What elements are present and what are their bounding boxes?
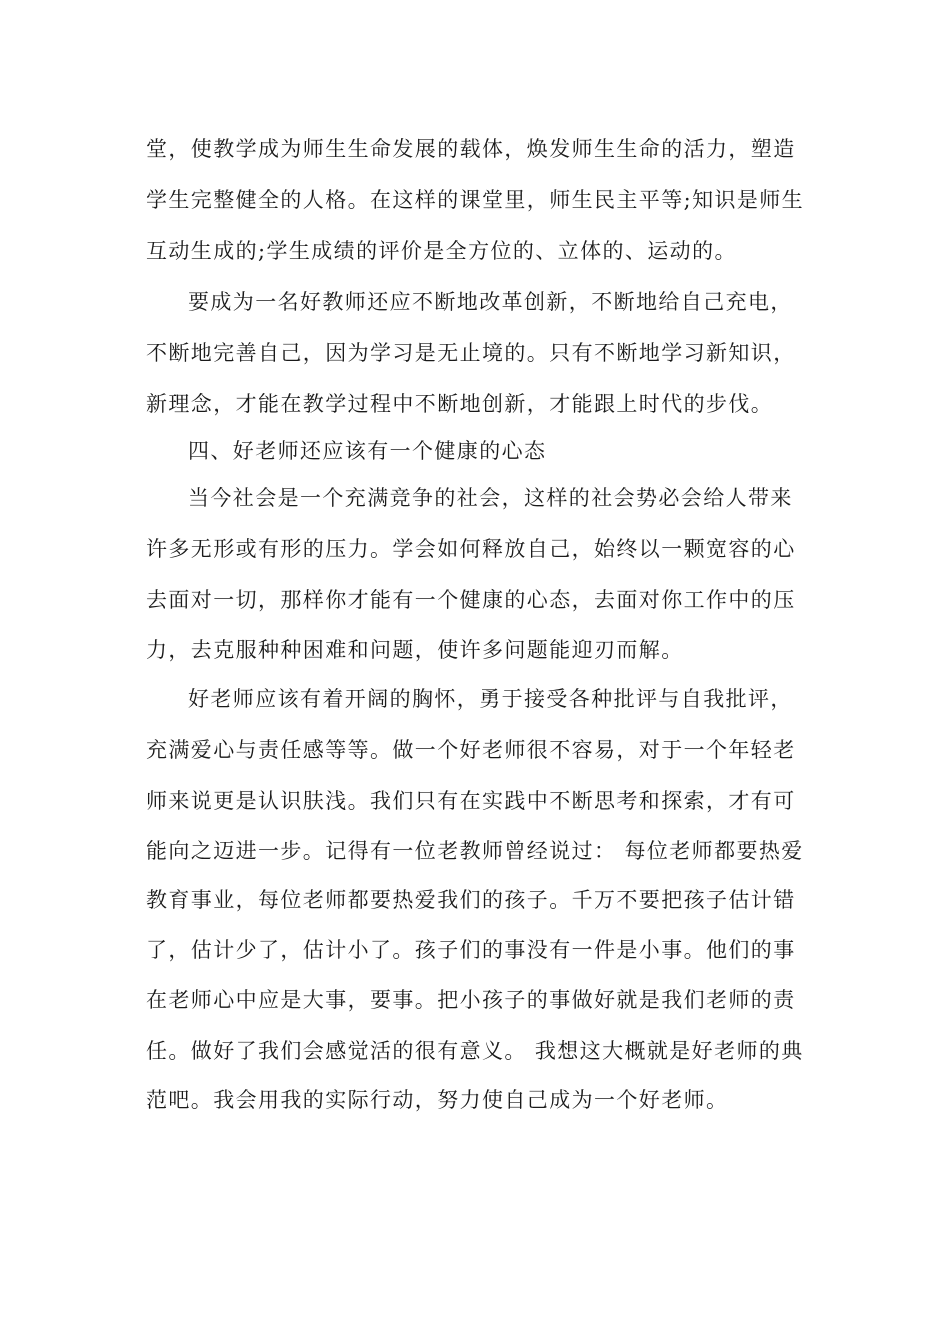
text-line: 范吧。我会用我的实际行动，努力使自己成为一个好老师。: [146, 1088, 729, 1112]
text-line: 师来说更是认识肤浅。我们只有在实践中不断思考和探索，才有可: [146, 789, 796, 813]
text-line: 互动生成的;学生成绩的评价是全方位的、立体的、运动的。: [146, 239, 737, 263]
text-line: 好老师应该有着开阔的胸怀，勇于接受各种批评与自我批评，: [188, 687, 793, 711]
text-line: 任。做好了我们会感觉活的很有意义。 我想这大概就是好老师的典: [146, 1039, 804, 1063]
text-line: 教育事业，每位老师都要热爱我们的孩子。千万不要把孩子估计错: [146, 888, 796, 912]
text-line: 要成为一名好教师还应不断地改革创新，不断地给自己充电，: [188, 290, 793, 314]
text-line: 学生完整健全的人格。在这样的课堂里，师生民主平等;知识是师生: [146, 188, 805, 212]
text-line: 许多无形或有形的压力。学会如何释放自己，始终以一颗宽容的心: [146, 537, 796, 561]
text-line: 去面对一切，那样你才能有一个健康的心态，去面对你工作中的压: [146, 588, 796, 612]
text-line: 力，去克服种种困难和问题，使许多问题能迎刃而解。: [146, 638, 684, 662]
text-line: 不断地完善自己，因为学习是无止境的。只有不断地学习新知识，: [146, 341, 796, 365]
text-line: 充满爱心与责任感等等。做一个好老师很不容易，对于一个年轻老: [146, 738, 796, 762]
section-heading: 四、好老师还应该有一个健康的心态: [188, 439, 547, 463]
text-line: 能向之迈进一步。记得有一位老教师曾经说过： 每位老师都要热爱: [146, 839, 804, 863]
text-line: 新理念，才能在教学过程中不断地创新，才能跟上时代的步伐。: [146, 392, 774, 416]
text-line: 了，估计少了，估计小了。孩子们的事没有一件是小事。他们的事: [146, 938, 796, 962]
text-line: 当今社会是一个充满竞争的社会，这样的社会势必会给人带来: [188, 486, 793, 510]
text-line: 堂，使教学成为师生生命发展的载体，焕发师生生命的活力，塑造: [146, 137, 796, 161]
text-line: 在老师心中应是大事，要事。把小孩子的事做好就是我们老师的责: [146, 988, 796, 1012]
